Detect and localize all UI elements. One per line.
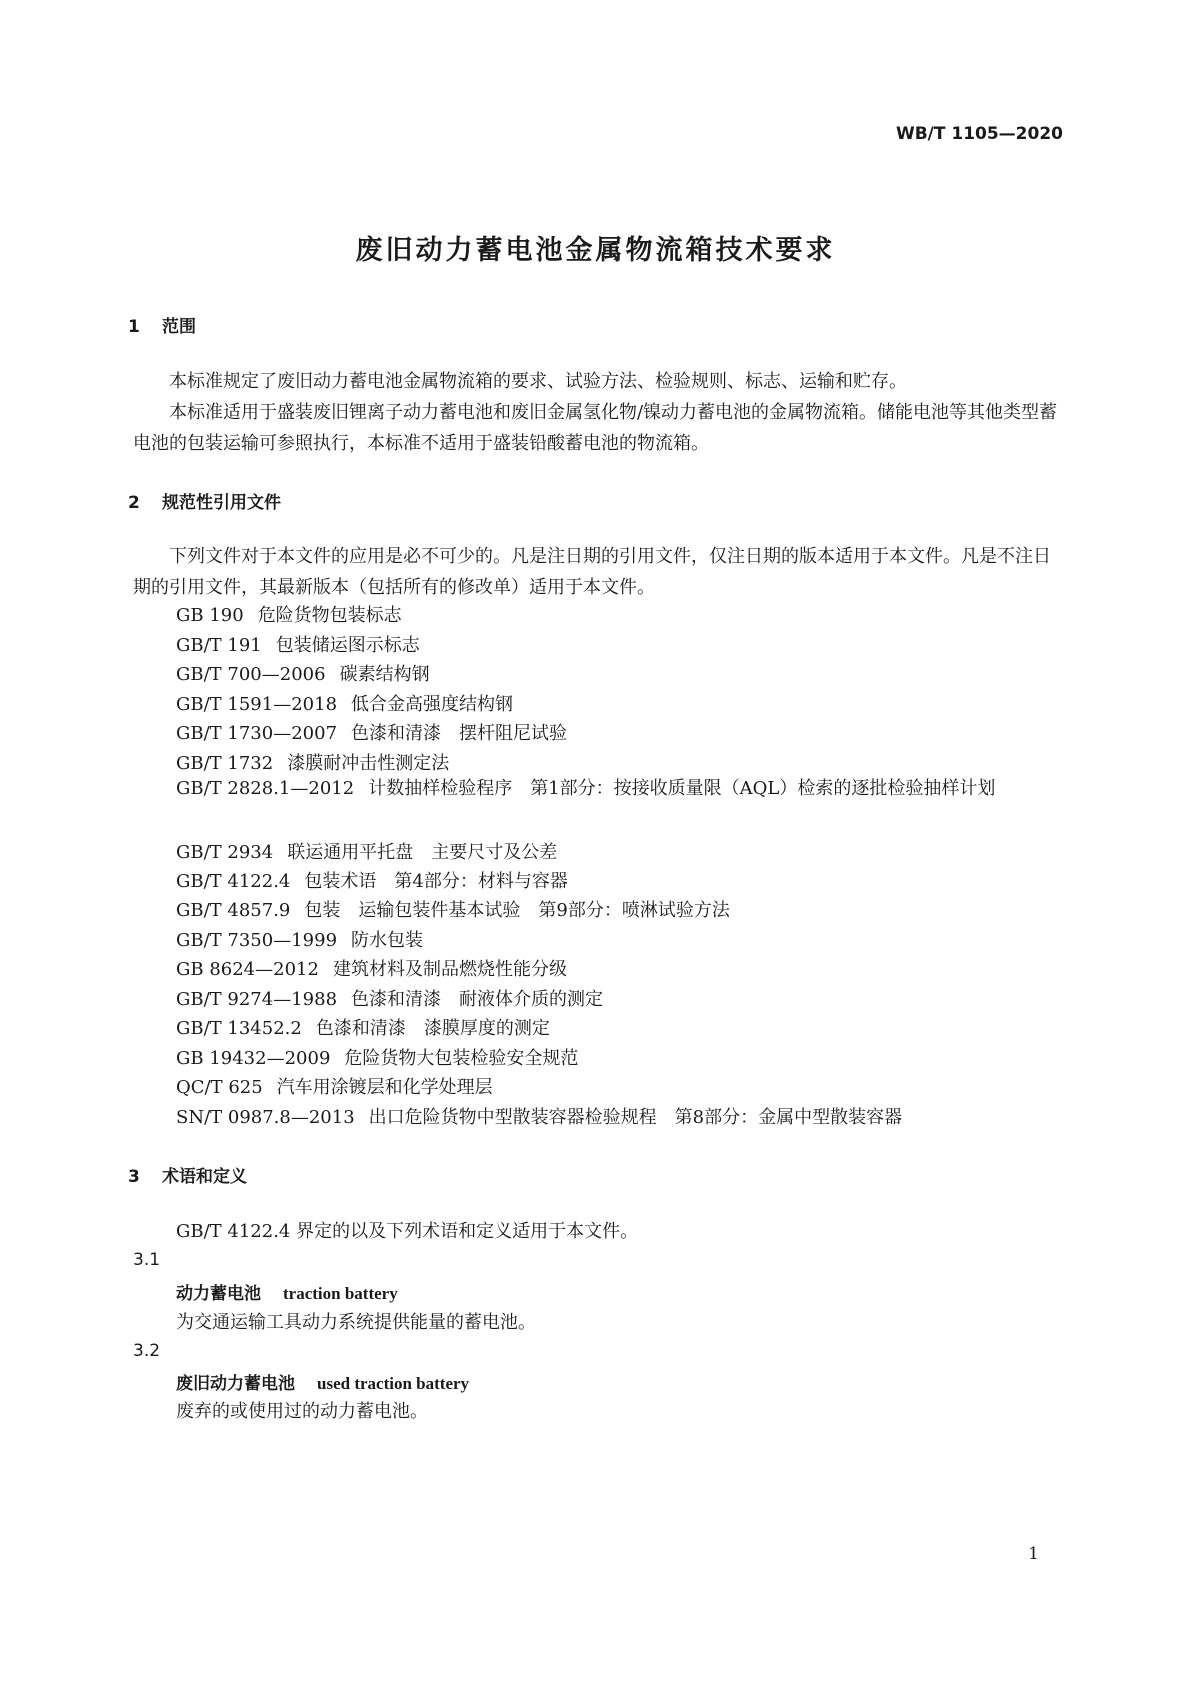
section-title: 范围 [162, 317, 196, 337]
reference-item [176, 1073, 493, 1099]
reference-code: GB/T 1591—2018 [176, 694, 338, 715]
reference-title: 包装术语 第4部分：材料与容器 [304, 871, 568, 892]
reference-code: GB/T 4857.9 [176, 900, 291, 921]
clause-number: 3.1 [133, 1250, 161, 1270]
reference-item [176, 955, 567, 981]
reference-code: GB/T 9274—1988 [176, 989, 338, 1010]
section-title: 术语和定义 [162, 1167, 247, 1187]
reference-title: 漆膜耐冲击性测定法 [287, 753, 450, 774]
term-entry [176, 1279, 398, 1304]
reference-item [176, 1103, 902, 1129]
reference-code: GB/T 1730—2007 [176, 723, 338, 744]
reference-code: GB/T 7350—1999 [176, 930, 338, 951]
reference-title: 包装储运图示标志 [275, 635, 420, 656]
reference-title: 色漆和清漆 漆膜厚度的测定 [315, 1018, 550, 1039]
reference-title: 计数抽样检验程序 第1部分：按接收质量限（AQL）检索的逐批检验抽样计划 [368, 778, 996, 799]
section-number: 2 [128, 493, 140, 513]
term-entry [176, 1369, 469, 1394]
reference-item [176, 660, 430, 686]
section-number: 3 [128, 1167, 140, 1187]
scope-paragraph-2: 本标准适用于盛装废旧锂离子动力蓄电池和废旧金属氢化物/镍动力蓄电池的金属物流箱。储能电池等其他类型蓄电池的包装运输可参照执行，本标准不适用于盛装铅酸蓄电池的物流箱。 [133, 402, 1058, 454]
clause-number: 3.2 [133, 1341, 161, 1361]
reference-title: 防水包装 [351, 930, 424, 951]
reference-title: 包装 运输包装件基本试验 第9部分：喷淋试验方法 [304, 900, 730, 921]
reference-item [176, 985, 603, 1011]
reference-item [176, 601, 402, 627]
reference-item [133, 773, 1061, 804]
reference-item [176, 926, 423, 952]
reference-item [176, 690, 513, 716]
term-chinese: 动力蓄电池 [176, 1284, 261, 1304]
section-heading-terms [128, 1162, 247, 1187]
reference-title: 色漆和清漆 耐液体介质的测定 [351, 989, 604, 1010]
term-definition: 废弃的或使用过的动力蓄电池。 [176, 1401, 428, 1422]
reference-code: GB/T 13452.2 [176, 1018, 302, 1039]
section-heading-normative-references [128, 488, 281, 513]
reference-code: QC/T 625 [176, 1077, 263, 1098]
reference-item [176, 867, 568, 893]
scope-paragraph-1: 本标准规定了废旧动力蓄电池金属物流箱的要求、试验方法、检验规则、标志、运输和贮存。 [169, 371, 907, 392]
reference-title: 出口危险货物中型散装容器检验规程 第8部分：金属中型散装容器 [368, 1107, 903, 1128]
reference-code: GB/T 2934 [176, 842, 274, 863]
document-title: 废旧动力蓄电池金属物流箱技术要求 [355, 235, 836, 266]
reference-item [176, 749, 449, 775]
term-chinese: 废旧动力蓄电池 [176, 1374, 295, 1394]
reference-title: 危险货物大包装检验安全规范 [344, 1048, 579, 1069]
reference-title: 低合金高强度结构钢 [351, 694, 514, 715]
reference-code: GB/T 700—2006 [176, 664, 326, 685]
reference-item [176, 1014, 550, 1040]
reference-item [176, 631, 420, 657]
reference-code: GB/T 191 [176, 635, 262, 656]
normative-intro: 下列文件对于本文件的应用是必不可少的。凡是注日期的引用文件，仅注日期的版本适用于本文件。凡是不注日期的引用文件，其最新版本（包括所有的修改单）适用于本文件。 [133, 546, 1051, 598]
reference-title: 碳素结构钢 [339, 664, 430, 685]
section-title: 规范性引用文件 [162, 493, 281, 513]
term-english: traction battery [283, 1284, 398, 1303]
reference-code: GB 19432—2009 [176, 1048, 331, 1069]
reference-code: SN/T 0987.8—2013 [176, 1107, 355, 1128]
reference-item [176, 838, 557, 864]
reference-code: GB/T 4122.4 [176, 871, 291, 892]
reference-item [176, 719, 567, 745]
page-number: 1 [1028, 1544, 1039, 1564]
reference-code: GB/T 1732 [176, 753, 274, 774]
reference-item [176, 896, 730, 922]
reference-item [176, 1044, 578, 1070]
reference-title: 危险货物包装标志 [257, 605, 402, 626]
reference-code: GB 190 [176, 605, 244, 626]
term-english: used traction battery [317, 1374, 470, 1393]
terms-intro: GB/T 4122.4 界定的以及下列术语和定义适用于本文件。 [176, 1221, 639, 1242]
standard-number: WB/T 1105—2020 [895, 124, 1063, 144]
section-number: 1 [128, 317, 140, 337]
reference-title: 建筑材料及制品燃烧性能分级 [332, 959, 567, 980]
section-heading-scope [128, 312, 196, 337]
reference-title: 汽车用涂镀层和化学处理层 [276, 1077, 493, 1098]
term-definition: 为交通运输工具动力系统提供能量的蓄电池。 [176, 1312, 536, 1333]
reference-title: 色漆和清漆 摆杆阻尼试验 [351, 723, 568, 744]
reference-code: GB/T 2828.1—2012 [176, 778, 355, 799]
reference-title: 联运通用平托盘 主要尺寸及公差 [287, 842, 558, 863]
reference-code: GB 8624—2012 [176, 959, 319, 980]
